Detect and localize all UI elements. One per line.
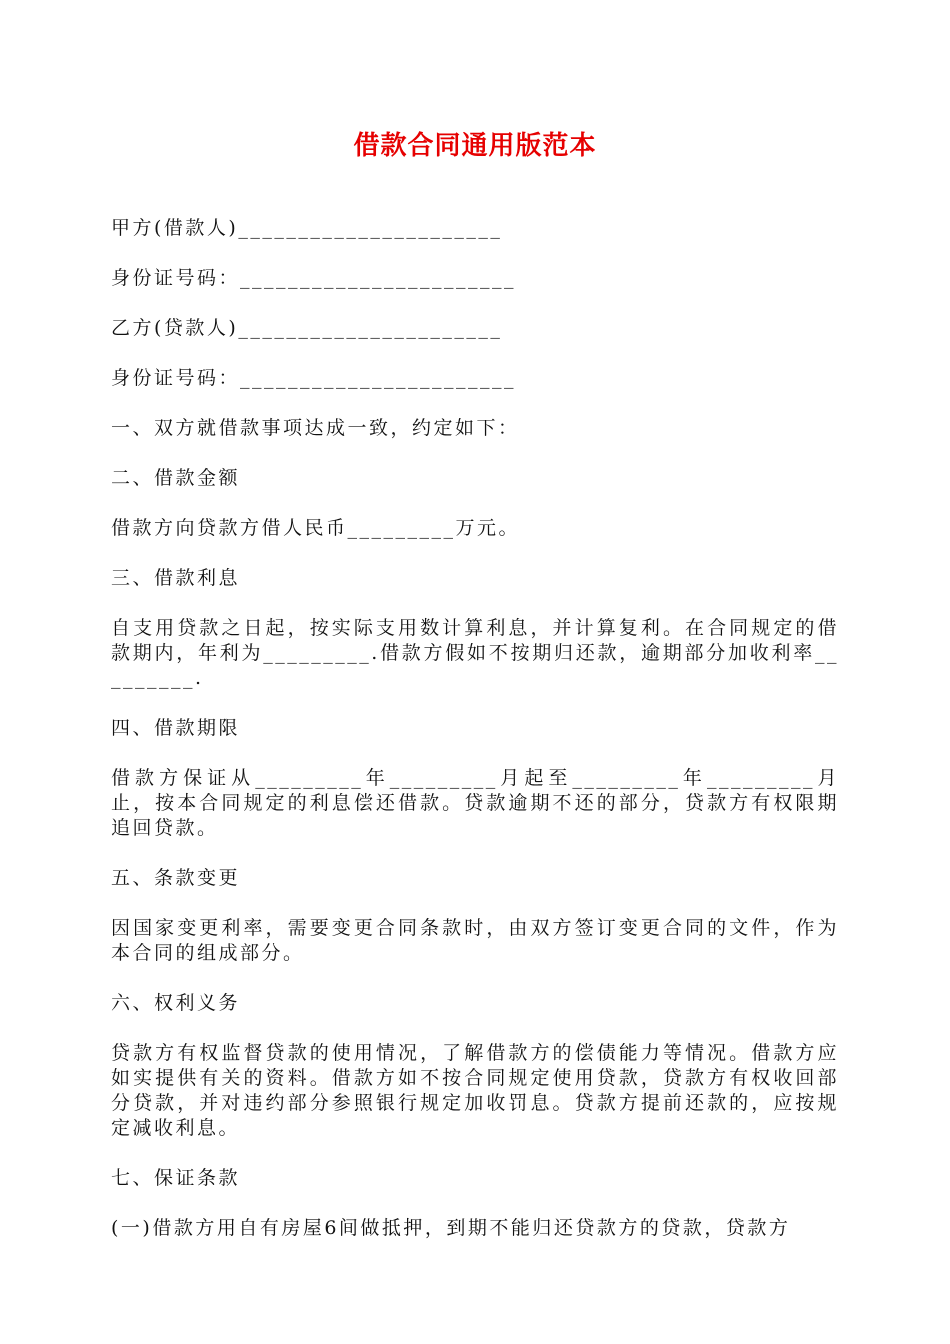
rights-paragraph: 贷款方有权监督贷款的使用情况，了解借款方的偿债能力等情况。借款方应如实提供有关的资料。借款方如不按合同规定使用贷款，贷款方有权收回部分贷款，并对违约部分参照银行规定加收罚息。贷款方提前还款的，应按规定减收利息。 xyxy=(111,1042,839,1139)
amendment-paragraph: 因国家变更利率，需要变更合同条款时，由双方签订变更合同的文件，作为本合同的组成部分。 xyxy=(111,917,839,964)
section-4-heading: 四、借款期限 xyxy=(111,717,241,739)
party-b-id-line: 身份证号码：_______________________ xyxy=(111,367,517,389)
interest-paragraph: 自支用贷款之日起，按实际支用数计算利息，并计算复利。在合同规定的借款期内，年利为_________.借款方假如不按期归还款，逾期部分加收利率_________. xyxy=(111,617,839,689)
section-7-heading: 七、保证条款 xyxy=(111,1167,241,1189)
party-a-id-line: 身份证号码：_______________________ xyxy=(111,267,517,289)
section-5-heading: 五、条款变更 xyxy=(111,867,241,889)
section-2-heading: 二、借款金额 xyxy=(111,467,241,489)
loan-amount-paragraph: 借款方向贷款方借人民币_________万元。 xyxy=(111,517,521,539)
document-title: 借款合同通用版范本 xyxy=(353,131,597,161)
section-1-heading: 一、双方就借款事项达成一致，约定如下： xyxy=(111,417,520,439)
section-6-heading: 六、权利义务 xyxy=(111,992,241,1014)
party-a-line: 甲方(借款人)______________________ xyxy=(111,217,503,239)
guarantee-paragraph: (一)借款方用自有房屋6间做抵押，到期不能归还贷款方的贷款，贷款方 xyxy=(111,1217,791,1239)
term-paragraph: 借款方保证从_________年_________月起至_________年_________月止，按本合同规定的利息偿还借款。贷款逾期不还的部分，贷款方有权限期追回贷款。 xyxy=(111,767,839,839)
document-body xyxy=(111,216,839,1266)
section-3-heading: 三、借款利息 xyxy=(111,567,241,589)
party-b-line: 乙方(贷款人)______________________ xyxy=(111,317,503,339)
